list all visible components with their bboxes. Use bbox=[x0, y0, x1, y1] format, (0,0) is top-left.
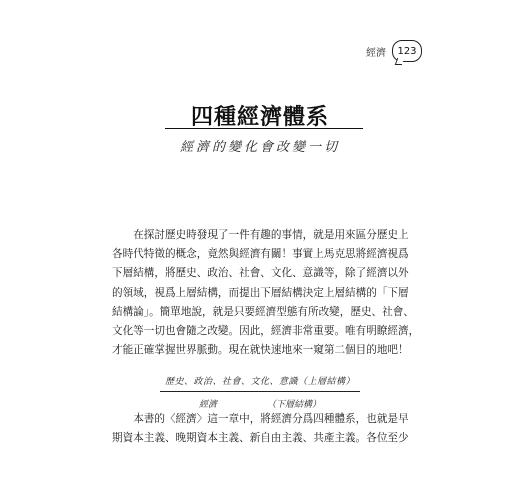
paragraph-line: 在探討歷史時發現了一件有趣的事情，就是用來區分歷史上 bbox=[133, 229, 409, 241]
diagram-upper-structure: 歷史、政治、社會、文化、意識（上層結構） bbox=[164, 377, 355, 387]
body-paragraph-2 bbox=[112, 410, 409, 448]
structure-diagram bbox=[160, 374, 360, 410]
paragraph-line: 各時代特徵的概念，竟然與經濟有關！事實上馬克思將經濟視爲 bbox=[112, 248, 409, 261]
paragraph-line: 期資本主義、晚期資本主義、新自由主義、共產主義。各位至少 bbox=[112, 432, 409, 445]
running-head-section: 經濟 bbox=[366, 47, 386, 59]
paragraph-line: 結構論」。簡單地說，就是只要經濟型態有所改變，歷史、社會、 bbox=[112, 305, 414, 318]
chapter-subtitle: 經濟的變化會改變一切 bbox=[179, 140, 340, 155]
paragraph-line: 下層結構，將歷史、政治、社會、文化、意識等，除了經濟以外 bbox=[112, 267, 409, 280]
body-paragraph-1 bbox=[112, 226, 420, 360]
paragraph-line: 的領域，視爲上層結構，而提出下層結構決定上層結構的「下層 bbox=[112, 286, 409, 299]
diagram-divider bbox=[160, 391, 360, 392]
paragraph-line: 本書的〈經濟〉這一章中，將經濟分爲四種體系，也就是早 bbox=[133, 413, 409, 425]
diagram-lower-row bbox=[160, 397, 360, 410]
chapter-title: 四種經濟體系 bbox=[190, 105, 329, 130]
paragraph-line: 文化等一切也會隨之改變。因此，經濟非常重要。唯有明瞭經濟， bbox=[112, 325, 420, 338]
page-number-badge: 123 bbox=[392, 40, 422, 62]
diagram-lower-label: 經濟 bbox=[198, 400, 217, 410]
paragraph-line: 才能正確掌握世界脈動。現在就快速地來一窺第二個目的地吧！ bbox=[112, 344, 409, 357]
page-header bbox=[366, 40, 422, 62]
title-underline bbox=[165, 128, 363, 129]
diagram-lower-structure: （下層結構） bbox=[266, 400, 321, 410]
